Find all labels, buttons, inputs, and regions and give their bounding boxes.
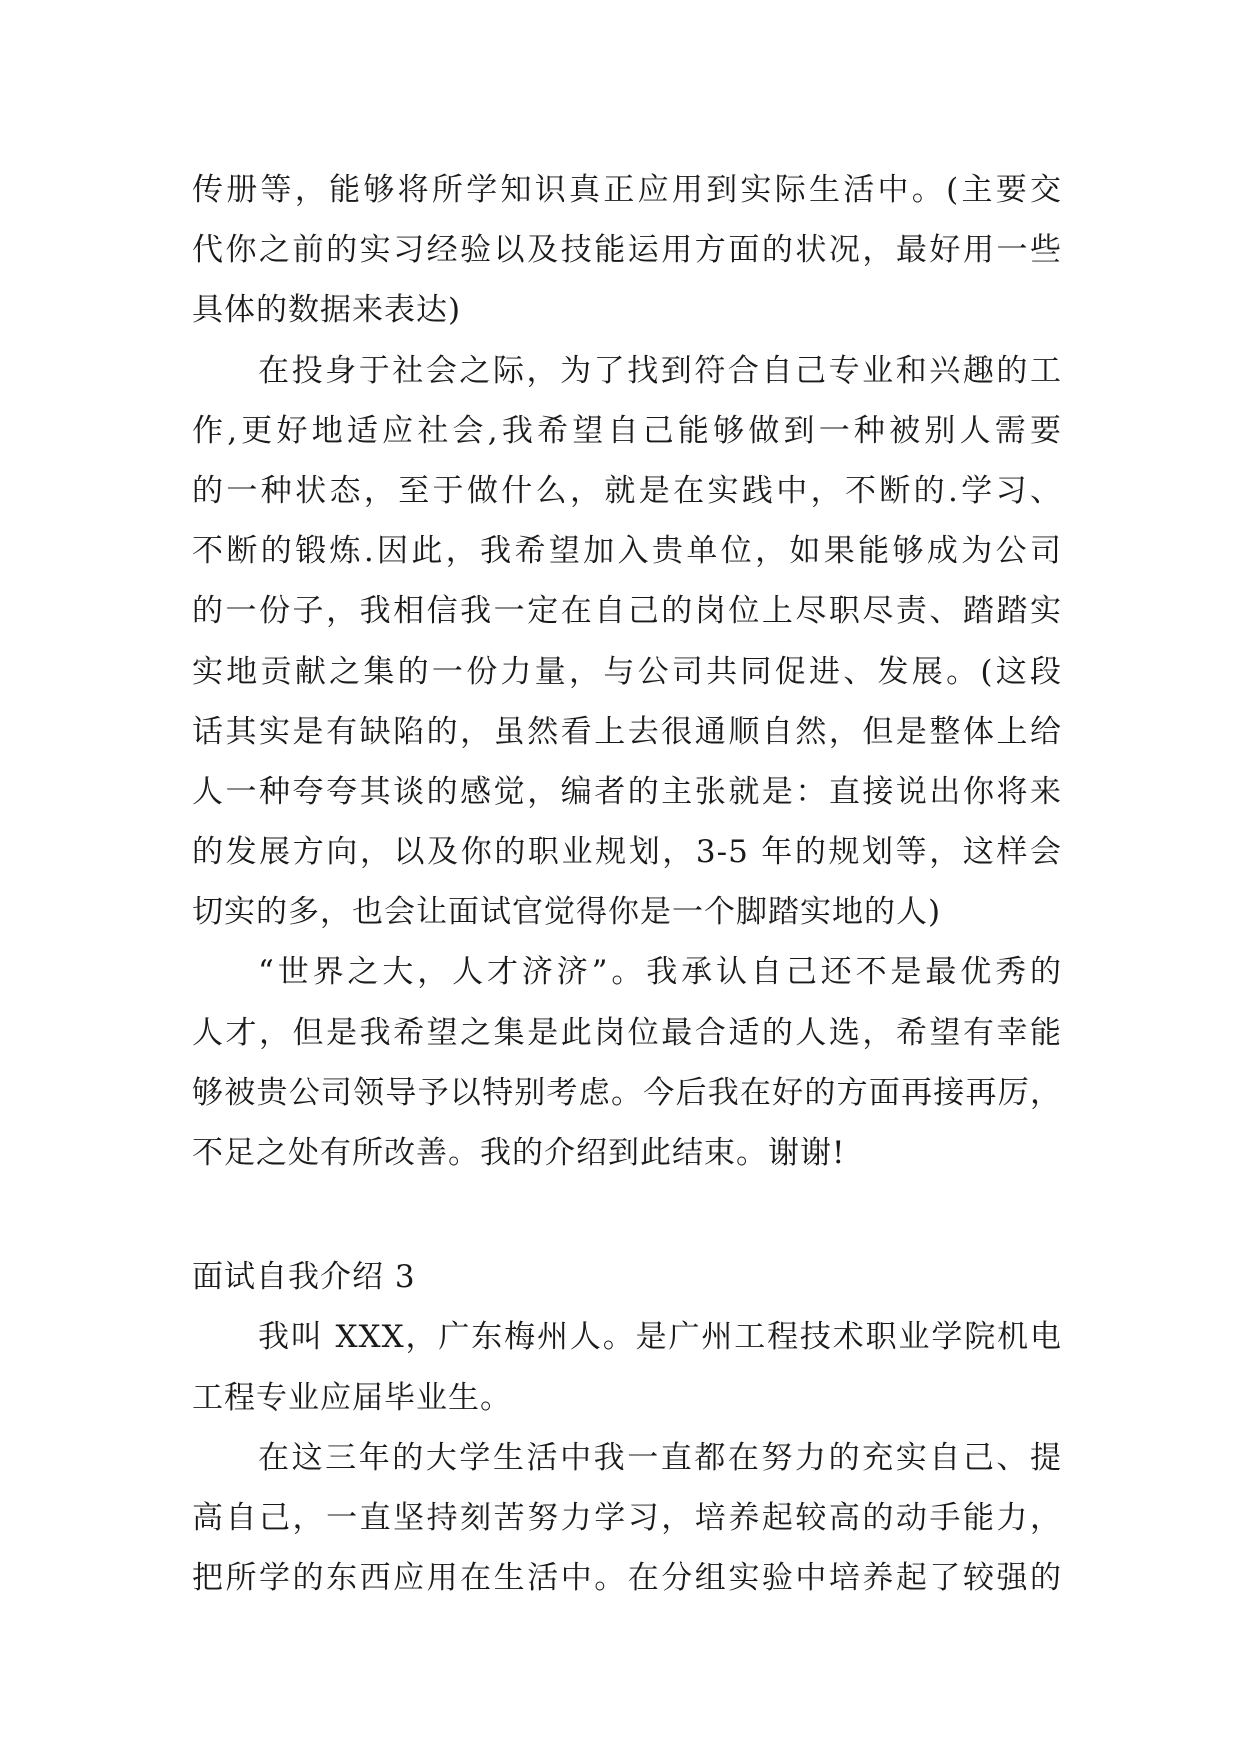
document-body	[192, 160, 1062, 1608]
text-line: 的发展方向，以及你的职业规划，3-5 年的规划等，这样会	[192, 834, 1062, 871]
text-line: 话其实是有缺陷的，虽然看上去很通顺自然，但是整体上给	[192, 713, 1062, 750]
text-line: 把所学的东西应用在生活中。在分组实验中培养起了较强的	[192, 1560, 1062, 1597]
text-line: 人一种夸夸其谈的感觉，编者的主张就是：直接说出你将来	[192, 773, 1062, 810]
text-line: “世界之大，人才济济”。我承认自己还不是最优秀的	[258, 954, 1062, 991]
text-line: 在这三年的大学生活中我一直都在努力的充实自己、提	[258, 1439, 1062, 1476]
text-line: 在投身于社会之际，为了找到符合自己专业和兴趣的工	[258, 352, 1062, 389]
text-line: 传册等，能够将所学知识真正应用到实际生活中。(主要交	[192, 172, 1062, 208]
section-heading: 面试自我介绍 3	[192, 1259, 416, 1296]
section-gap	[192, 1183, 1062, 1247]
text-line: 实地贡献之集的一份力量，与公司共同促进、发展。(这段	[192, 653, 1062, 690]
text-line: 我叫 XXX，广东梅州人。是广州工程技术职业学院机电	[258, 1319, 1062, 1356]
paragraph-1	[192, 160, 1062, 341]
paragraph-2	[192, 341, 1062, 943]
text-line: 人才，但是我希望之集是此岗位最合适的人选，希望有幸能	[192, 1014, 1062, 1051]
text-line: 不断的锻炼.因此，我希望加入贵单位，如果能够成为公司	[192, 533, 1062, 570]
text-line: 不足之处有所改善。我的介绍到此结束。谢谢!	[192, 1135, 846, 1171]
text-line: 作,更好地适应社会,我希望自己能够做到一种被别人需要	[192, 412, 1062, 449]
text-line: 切实的多，也会让面试官觉得你是一个脚踏实地的人)	[192, 894, 942, 931]
text-line: 的一份子，我相信我一定在自己的岗位上尽职尽责、踏踏实	[192, 593, 1062, 630]
text-line: 的一种状态，至于做什么，就是在实践中，不断的.学习、	[192, 472, 1062, 509]
text-line: 够被贵公司领导予以特别考虑。今后我在好的方面再接再厉，	[192, 1074, 1062, 1111]
paragraph-4	[192, 1307, 1062, 1427]
text-line: 具体的数据来表达)	[192, 292, 462, 329]
text-line: 工程专业应届毕业生。	[192, 1379, 512, 1416]
paragraph-3	[192, 942, 1062, 1183]
paragraph-5	[192, 1428, 1062, 1609]
text-line: 代你之前的实习经验以及技能运用方面的状况，最好用一些	[192, 232, 1062, 269]
text-line: 高自己，一直坚持刻苦努力学习，培养起较高的动手能力，	[192, 1499, 1062, 1536]
